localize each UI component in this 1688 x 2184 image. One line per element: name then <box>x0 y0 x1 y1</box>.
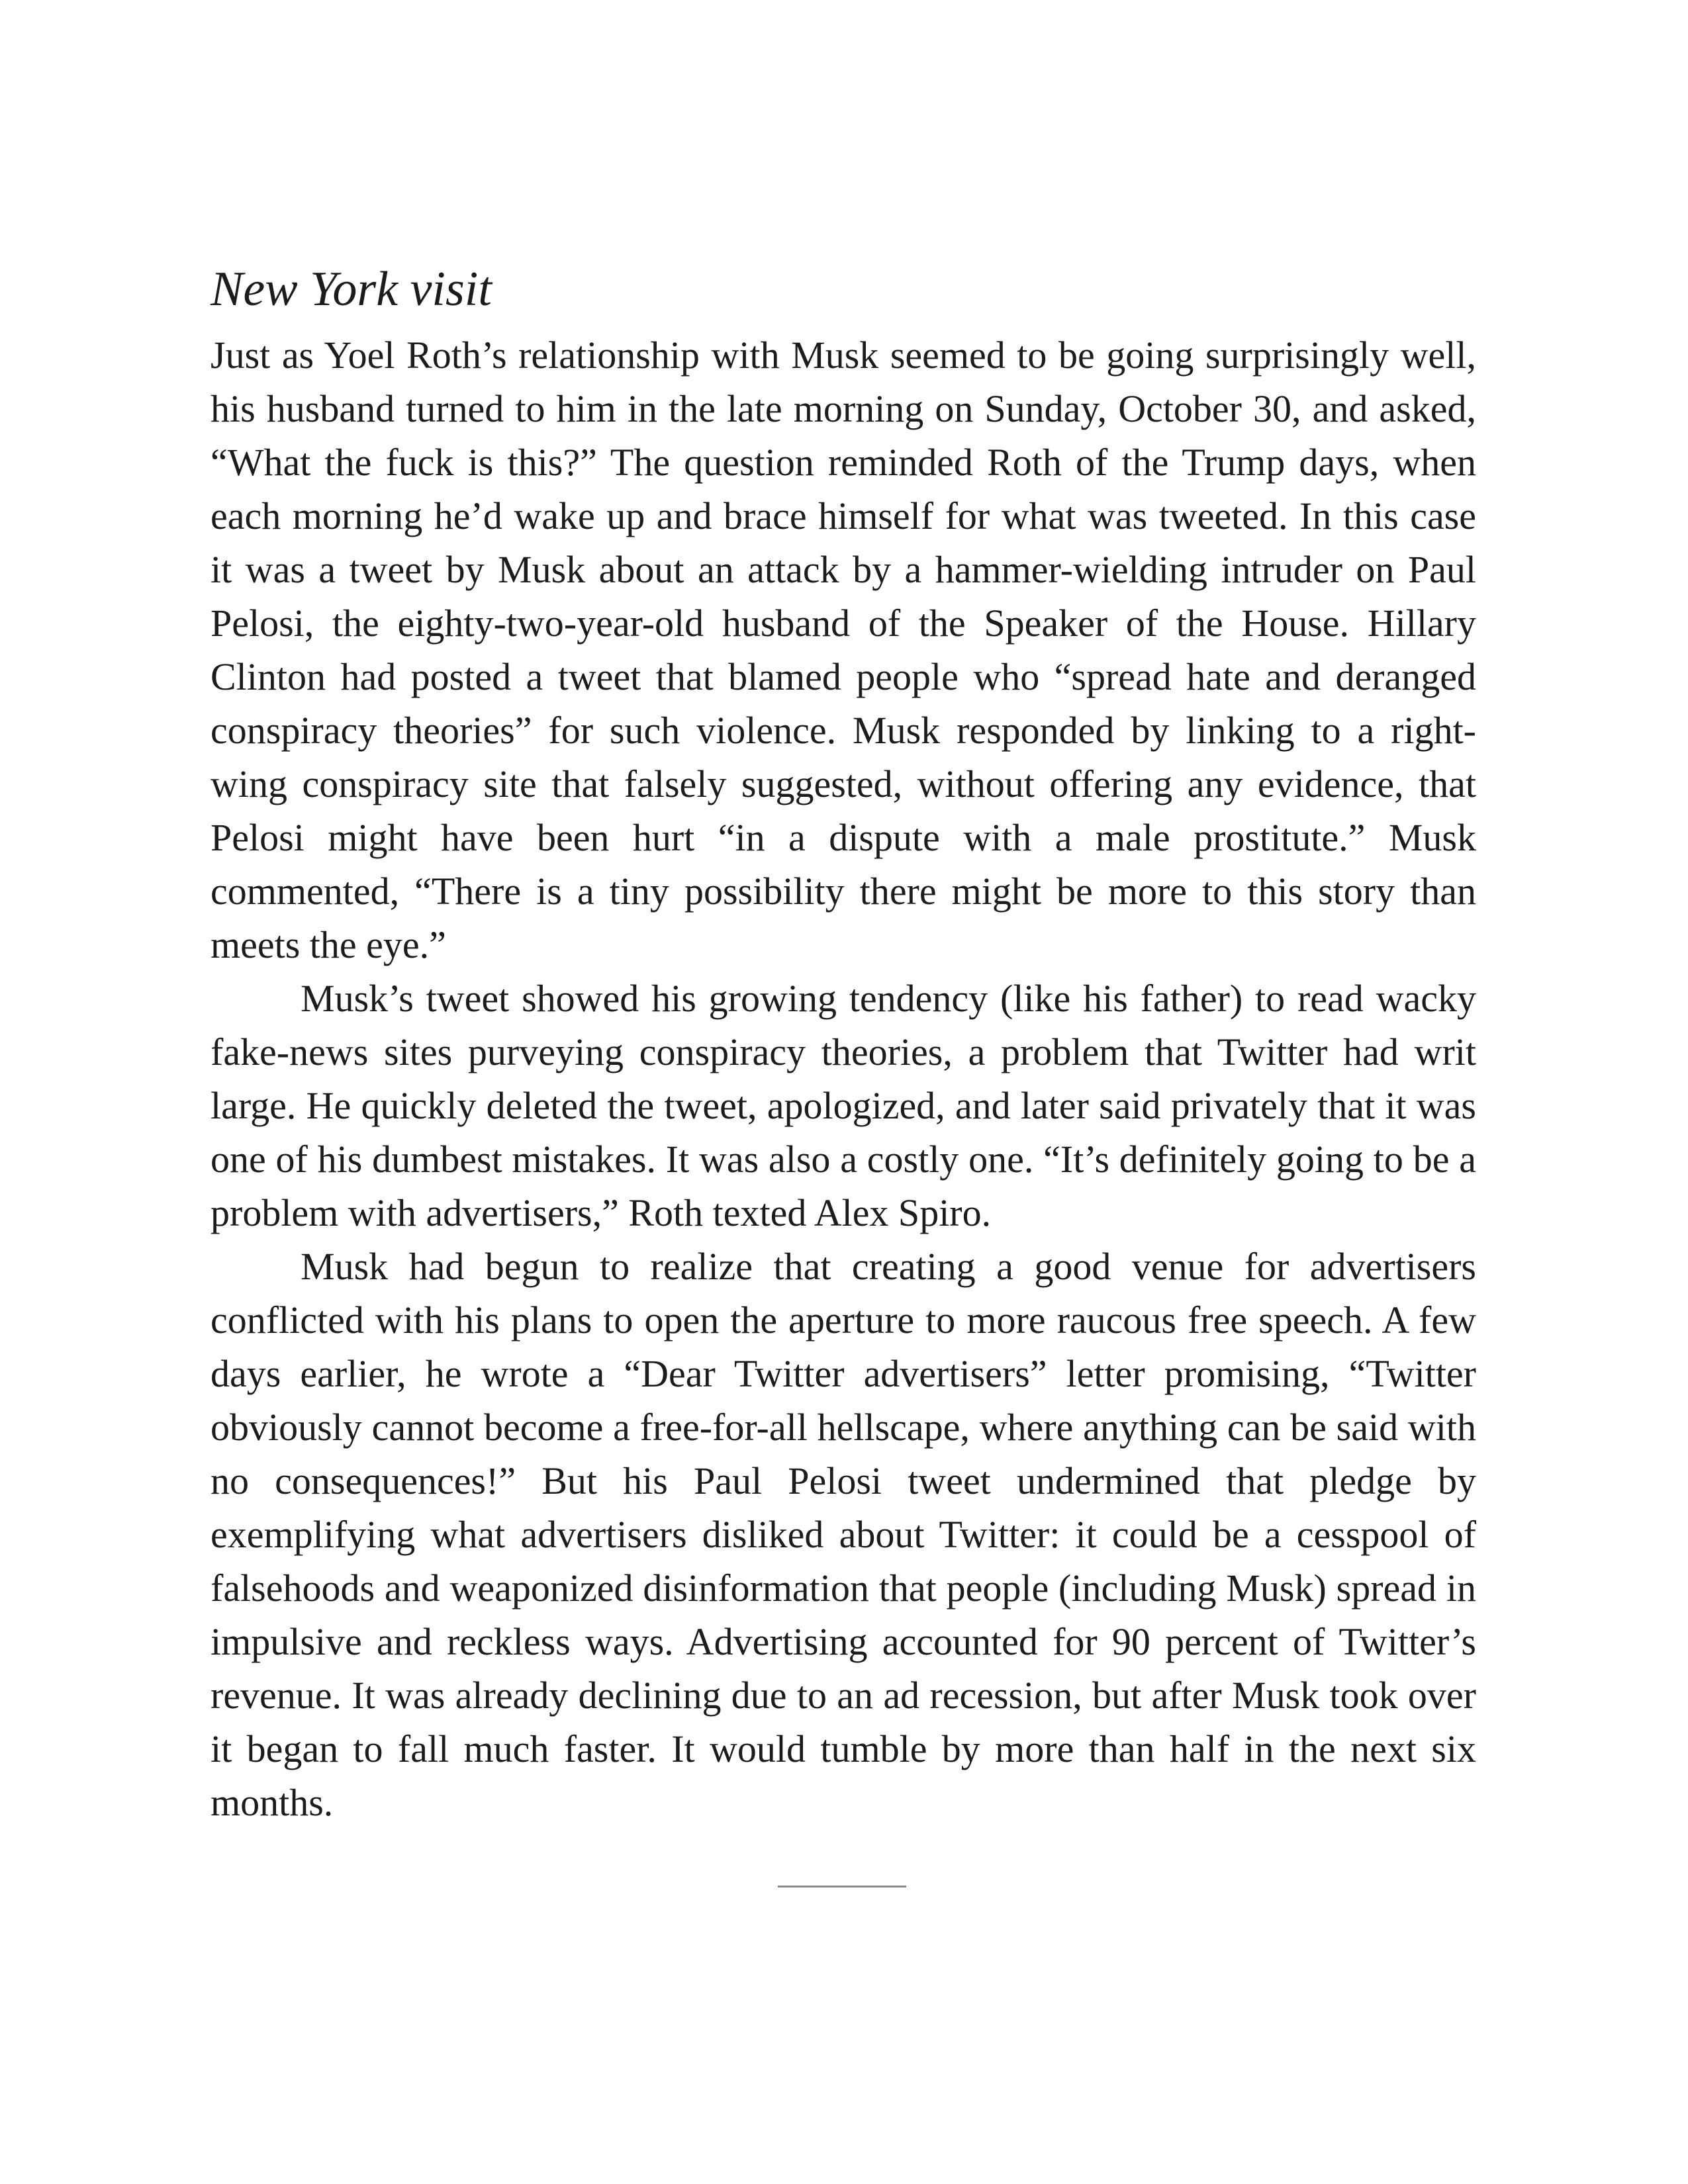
page-content <box>211 259 1476 1829</box>
paragraph-3: Musk had begun to realize that creating a good venue for advertisers conflicted with his plans to open the aperture to more raucous free speech. A few days earlier, he wrote a “Dear Twitter advertisers” letter promising, “Twitter obviously cannot become a free-for-all hellscape, where anything can be said with no consequences!” But his Paul Pelosi tweet undermined that pledge by exemplifying what advertisers disliked about Twitter: it could be a cesspool of falsehoods and weaponized disinformation that people (including Musk) spread in impulsive and reckless ways. Advertising accounted for 90 percent of Twitter’s revenue. It was already declining due to an ad recession, but after Musk took over it began to fall much faster. It would tumble by more than half in the next six months. <box>211 1245 1476 1824</box>
body-text <box>211 328 1476 1829</box>
section-heading: New York visit <box>211 262 492 316</box>
section-divider <box>778 1886 906 1888</box>
paragraph-1: Just as Yoel Roth’s relationship with Musk seemed to be going surprisingly well, his husband turned to him in the late morning on Sunday, October 30, and asked, “What the fuck is this?” The question reminded Roth of the Trump days, when each morning he’d wake up and brace himself for what was tweeted. In this case it was a tweet by Musk about an attack by a hammer-wielding intruder on Paul Pelosi, the eighty-two-year-old husband of the Speaker of the House. Hillary Clinton had posted a tweet that blamed people who “spread hate and deranged conspiracy theories” for such violence. Musk responded by linking to a right-wing conspiracy site that falsely suggested, without offering any evidence, that Pelosi might have been hurt “in a dispute with a male prostitute.” Musk commented, “There is a tiny possibility there might be more to this story than meets the eye.” <box>211 334 1476 966</box>
paragraph-2: Musk’s tweet showed his growing tendency (like his father) to read wacky fake-news sites purveying conspiracy theories, a problem that Twitter had writ large. He quickly deleted the tweet, apologized, and later said privately that it was one of his dumbest mistakes. It was also a costly one. “It’s definitely going to be a problem with advertisers,” Roth texted Alex Spiro. <box>211 977 1476 1234</box>
